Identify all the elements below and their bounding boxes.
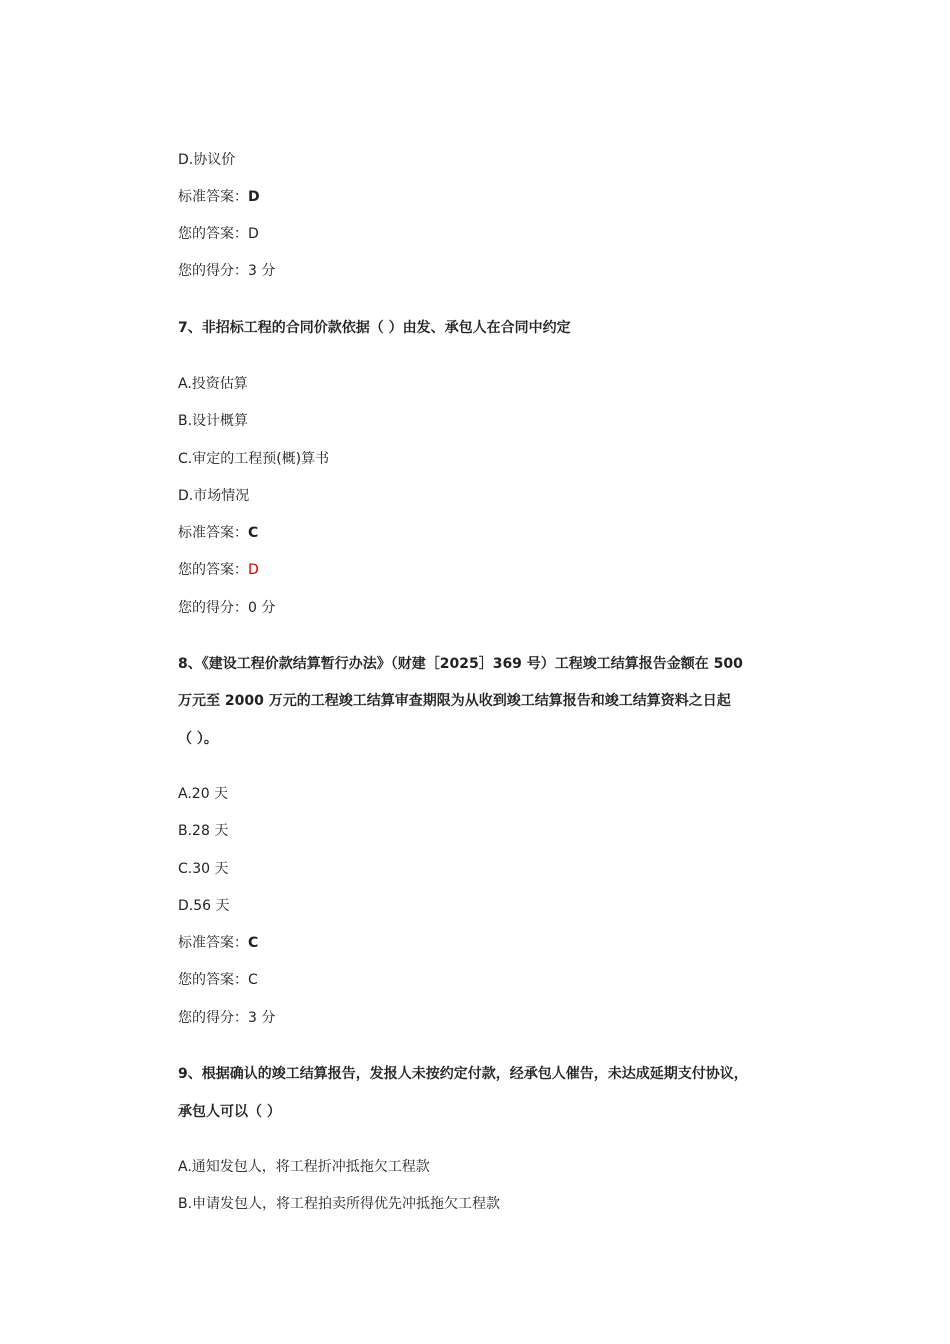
q8-standard-answer (178, 933, 258, 953)
q8-question-line2: 万元至 2000 万元的工程竣工结算审查期限为从收到竣工结算报告和竣工结算资料之日起 (178, 693, 731, 709)
q8-score: 您的得分：3 分 (178, 1010, 276, 1026)
q9-question-line1: 9、根据确认的竣工结算报告，发报人未按约定付款，经承包人催告，未达成延期支付协议， (178, 1066, 748, 1082)
q8-question-line3: （ ）。 (178, 731, 218, 747)
standard-answer-label: 标准答案： (178, 189, 248, 205)
q6-your-answer (178, 224, 259, 244)
q8-question-line1: 8、《建设工程价款结算暂行办法》（财建［2025］369 号）工程竣工结算报告金额在 500 (178, 656, 743, 672)
standard-answer-value: C (248, 525, 259, 541)
standard-answer-label: 标准答案： (178, 525, 248, 541)
q8-option-c: C.30 天 (178, 861, 229, 877)
your-answer-value: D (248, 562, 259, 578)
q8-option-b: B.28 天 (178, 823, 229, 839)
q9-option-a: A.通知发包人，将工程折冲抵拖欠工程款 (178, 1159, 430, 1175)
q7-question: 7、非招标工程的合同价款依据（ ）由发、承包人在合同中约定 (178, 320, 571, 336)
q6-option-d: D.协议价 (178, 152, 236, 168)
your-answer-value: D (248, 226, 259, 242)
standard-answer-value: D (248, 189, 260, 205)
your-answer-label: 您的答案： (178, 972, 248, 988)
q7-option-a: A.投资估算 (178, 376, 248, 392)
your-answer-value: C (248, 972, 258, 988)
q7-score: 您的得分：0 分 (178, 600, 276, 616)
q7-option-c: C.审定的工程预(概)算书 (178, 451, 330, 467)
q9-option-b: B.申请发包人，将工程拍卖所得优先冲抵拖欠工程款 (178, 1196, 501, 1212)
standard-answer-label: 标准答案： (178, 935, 248, 951)
q8-your-answer (178, 970, 258, 990)
q8-option-d: D.56 天 (178, 898, 230, 914)
standard-answer-value: C (248, 935, 259, 951)
q6-score: 您的得分：3 分 (178, 263, 276, 279)
q6-standard-answer (178, 187, 260, 207)
q7-option-b: B.设计概算 (178, 413, 249, 429)
your-answer-label: 您的答案： (178, 562, 248, 578)
q7-your-answer (178, 560, 259, 580)
q7-option-d: D.市场情况 (178, 488, 250, 504)
your-answer-label: 您的答案： (178, 226, 248, 242)
q8-option-a: A.20 天 (178, 786, 229, 802)
q7-standard-answer (178, 523, 258, 543)
q9-question-line2: 承包人可以（ ） (178, 1104, 281, 1120)
